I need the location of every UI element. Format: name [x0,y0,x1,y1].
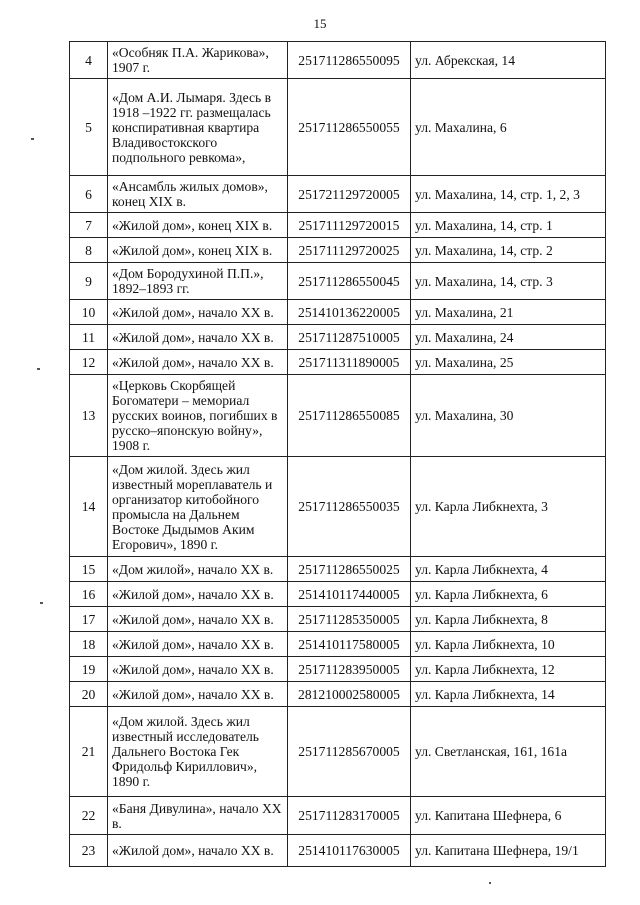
object-address: ул. Махалина, 14, стр. 1 [411,213,606,238]
table-row [70,835,606,867]
object-address: ул. Махалина, 25 [411,350,606,375]
object-address: ул. Карла Либкнехта, 6 [411,582,606,607]
object-name: «Дом жилой. Здесь жил известный исследователь Дальнего Востока Гек Фридольф Кириллович», 1890 г. [108,707,288,797]
object-address: ул. Махалина, 6 [411,79,606,176]
table-row [70,582,606,607]
object-address: ул. Махалина, 14, стр. 1, 2, 3 [411,176,606,213]
registry-code: 251410117440005 [288,582,411,607]
registry-code: 251711286550045 [288,263,411,300]
object-name: «Жилой дом», начало XX в. [108,607,288,632]
table-row [70,682,606,707]
object-name: «Особняк П.А. Жарикова», 1907 г. [108,42,288,79]
row-number: 7 [70,213,108,238]
object-address: ул. Абрекская, 14 [411,42,606,79]
row-number: 19 [70,657,108,682]
registry-code: 251711287510005 [288,325,411,350]
row-number: 15 [70,557,108,582]
row-number: 21 [70,707,108,797]
registry-code: 251711286550035 [288,457,411,557]
object-name: «Жилой дом», начало XX в. [108,682,288,707]
object-name: «Церковь Скорбящей Богоматери – мемориал русских воинов, погибших в русско–японскую войну», 1908 г. [108,375,288,457]
page-number: 15 [313,16,327,31]
row-number: 9 [70,263,108,300]
table-row [70,79,606,176]
table-row [70,707,606,797]
table-row [70,213,606,238]
table-row [70,176,606,213]
object-address: ул. Махалина, 14, стр. 3 [411,263,606,300]
object-address: ул. Карла Либкнехта, 3 [411,457,606,557]
registry-code: 251711285350005 [288,607,411,632]
object-name: «Жилой дом», начало XX в. [108,582,288,607]
scan-speck [31,138,34,140]
table-row [70,657,606,682]
registry-code: 251711129720025 [288,238,411,263]
object-name: «Жилой дом», начало XX в. [108,657,288,682]
row-number: 11 [70,325,108,350]
object-name: «Жилой дом», начало XX в. [108,835,288,867]
object-name: «Жилой дом», начало XX в. [108,632,288,657]
row-number: 18 [70,632,108,657]
object-address: ул. Капитана Шефнера, 19/1 [411,835,606,867]
registry-code: 251410117630005 [288,835,411,867]
registry-code: 251711286550085 [288,375,411,457]
object-name: «Ансамбль жилых домов», конец XIX в. [108,176,288,213]
registry-code: 251711283950005 [288,657,411,682]
row-number: 4 [70,42,108,79]
registry-code: 251410117580005 [288,632,411,657]
table-row [70,557,606,582]
registry-code: 251711311890005 [288,350,411,375]
registry-code: 251721129720005 [288,176,411,213]
object-address: ул. Светланская, 161, 161а [411,707,606,797]
object-address: ул. Карла Либкнехта, 8 [411,607,606,632]
table-row [70,325,606,350]
object-address: ул. Махалина, 21 [411,300,606,325]
table-row [70,263,606,300]
table-row [70,607,606,632]
row-number: 16 [70,582,108,607]
table-row [70,42,606,79]
scan-speck [489,882,491,884]
object-name: «Дом жилой», начало XX в. [108,557,288,582]
registry-code: 251711283170005 [288,797,411,835]
object-name: «Дом А.И. Лымаря. Здесь в 1918 –1922 гг. размещалась конспиративная квартира Владивостокского подпольного ревкома», [108,79,288,176]
registry-code: 251410136220005 [288,300,411,325]
row-number: 8 [70,238,108,263]
object-address: ул. Махалина, 24 [411,325,606,350]
object-name: «Дом жилой. Здесь жил известный мореплаватель и организатор китобойного промысла на Дальнем Востоке Дыдымов Аким Егорович», 1890 г. [108,457,288,557]
registry-code: 251711286550095 [288,42,411,79]
row-number: 17 [70,607,108,632]
registry-code: 251711129720015 [288,213,411,238]
table-row [70,300,606,325]
object-name: «Жилой дом», начало XX в. [108,325,288,350]
registry-code: 281210002580005 [288,682,411,707]
object-address: ул. Махалина, 14, стр. 2 [411,238,606,263]
table-body [70,42,606,867]
table-row [70,457,606,557]
object-name: «Жилой дом», конец XIX в. [108,238,288,263]
row-number: 6 [70,176,108,213]
row-number: 5 [70,79,108,176]
row-number: 14 [70,457,108,557]
table-row [70,238,606,263]
row-number: 10 [70,300,108,325]
object-name: «Баня Дивулина», начало XX в. [108,797,288,835]
object-name: «Жилой дом», начало XX в. [108,350,288,375]
row-number: 23 [70,835,108,867]
object-address: ул. Карла Либкнехта, 12 [411,657,606,682]
table-row [70,797,606,835]
registry-code: 251711286550055 [288,79,411,176]
row-number: 22 [70,797,108,835]
object-address: ул. Капитана Шефнера, 6 [411,797,606,835]
object-address: ул. Карла Либкнехта, 10 [411,632,606,657]
registry-code: 251711286550025 [288,557,411,582]
object-name: «Жилой дом», начало XX в. [108,300,288,325]
scan-speck [40,602,43,604]
object-address: ул. Махалина, 30 [411,375,606,457]
row-number: 20 [70,682,108,707]
table-row [70,632,606,657]
object-name: «Жилой дом», конец XIX в. [108,213,288,238]
table-row [70,375,606,457]
heritage-registry-table [69,41,606,867]
object-address: ул. Карла Либкнехта, 14 [411,682,606,707]
object-address: ул. Карла Либкнехта, 4 [411,557,606,582]
scan-speck [37,368,40,370]
object-name: «Дом Бородухиной П.П.», 1892–1893 гг. [108,263,288,300]
row-number: 12 [70,350,108,375]
table-row [70,350,606,375]
registry-code: 251711285670005 [288,707,411,797]
row-number: 13 [70,375,108,457]
